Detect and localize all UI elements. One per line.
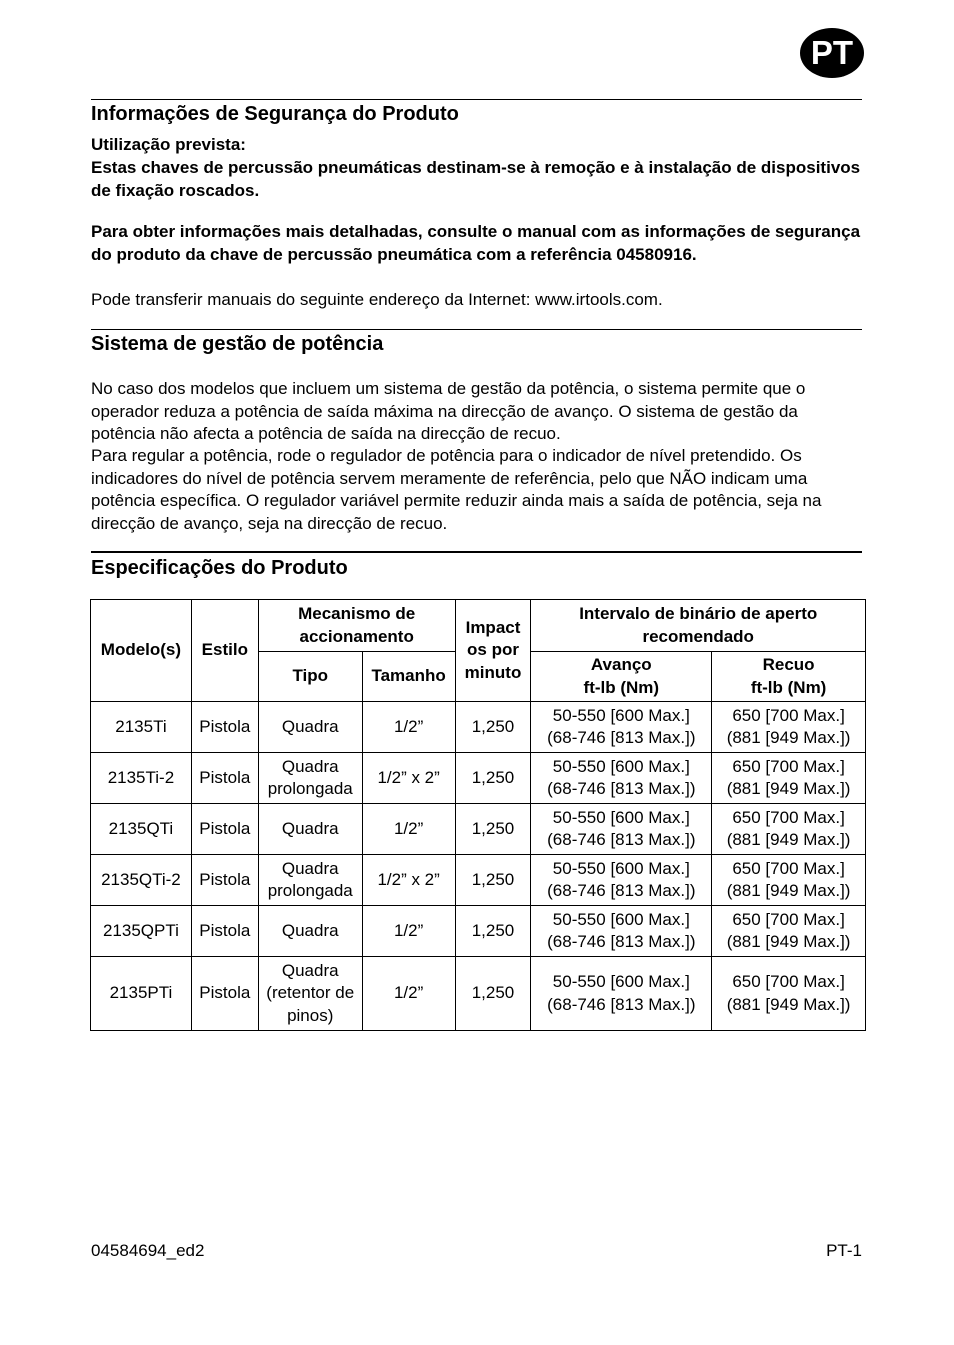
section-divider xyxy=(91,329,862,330)
impacts-cell: 1,250 xyxy=(455,804,531,855)
table-row xyxy=(91,957,866,1031)
specs-section-title: Especificações do Produto xyxy=(91,557,348,579)
forward-torque-cell-line2: (68-746 [813 Max.]) xyxy=(547,830,696,849)
header-drive-size: Tamanho xyxy=(362,652,455,702)
drive-type-cell: Quadra prolongada xyxy=(258,855,362,906)
drive-size-cell: 1/2” x 2” xyxy=(362,753,455,804)
header-reverse xyxy=(712,652,866,702)
impacts-cell: 1,250 xyxy=(455,753,531,804)
style-cell: Pistola xyxy=(191,804,258,855)
reverse-torque-cell xyxy=(712,804,866,855)
reverse-torque-cell-line2: (881 [949 Max.]) xyxy=(726,881,851,900)
drive-type-cell: Quadra prolongada xyxy=(258,753,362,804)
impacts-cell: 1,250 xyxy=(455,702,531,753)
forward-torque-cell xyxy=(531,753,712,804)
reverse-torque-cell-line2: (881 [949 Max.]) xyxy=(726,830,851,849)
model-cell: 2135QPTi xyxy=(91,906,192,957)
forward-torque-cell-line2: (68-746 [813 Max.]) xyxy=(547,932,696,951)
forward-torque-cell-line2: (68-746 [813 Max.]) xyxy=(547,728,696,747)
header-impacts: Impact os por minuto xyxy=(455,600,531,702)
forward-torque-cell-line1: 50-550 [600 Max.] xyxy=(552,909,690,929)
forward-torque-cell-line1: 50-550 [600 Max.] xyxy=(552,807,690,827)
reverse-torque-cell-line1: 650 [700 Max.] xyxy=(732,807,845,827)
reverse-torque-cell xyxy=(712,906,866,957)
forward-torque-cell-line2: (68-746 [813 Max.]) xyxy=(547,779,696,798)
style-cell: Pistola xyxy=(191,753,258,804)
forward-torque-cell xyxy=(531,906,712,957)
style-cell: Pistola xyxy=(191,957,258,1031)
download-text: Pode transferir manuais do seguinte endereço da Internet: www.irtools.com. xyxy=(91,290,663,309)
forward-torque-cell xyxy=(531,804,712,855)
style-cell: Pistola xyxy=(191,906,258,957)
header-forward-label: Avanço xyxy=(590,655,652,674)
forward-torque-cell-line2: (68-746 [813 Max.]) xyxy=(547,994,696,1014)
drive-size-cell: 1/2” xyxy=(362,702,455,753)
header-forward-unit: ft-lb (Nm) xyxy=(583,677,660,697)
header-drive: Mecanismo de accionamento xyxy=(258,600,455,652)
language-badge: PT xyxy=(800,28,864,78)
drive-type-cell: Quadra xyxy=(258,804,362,855)
reverse-torque-cell-line1: 650 [700 Max.] xyxy=(732,756,845,776)
forward-torque-cell-line2: (68-746 [813 Max.]) xyxy=(547,881,696,900)
reverse-torque-cell-line1: 650 [700 Max.] xyxy=(732,705,845,725)
style-cell: Pistola xyxy=(191,855,258,906)
reverse-torque-cell xyxy=(712,702,866,753)
header-reverse-unit: ft-lb (Nm) xyxy=(750,677,827,697)
forward-torque-cell-line1: 50-550 [600 Max.] xyxy=(552,858,690,878)
forward-torque-cell xyxy=(531,702,712,753)
reverse-torque-cell xyxy=(712,957,866,1031)
model-cell: 2135PTi xyxy=(91,957,192,1031)
reverse-torque-cell-line1: 650 [700 Max.] xyxy=(732,858,845,878)
model-cell: 2135QTi-2 xyxy=(91,855,192,906)
drive-size-cell: 1/2” xyxy=(362,906,455,957)
drive-size-cell: 1/2” xyxy=(362,957,455,1031)
drive-type-cell: Quadra (retentor de pinos) xyxy=(258,957,362,1031)
drive-type-cell: Quadra xyxy=(258,906,362,957)
reverse-torque-cell-line2: (881 [949 Max.]) xyxy=(726,779,851,798)
impacts-cell: 1,250 xyxy=(455,855,531,906)
impacts-cell: 1,250 xyxy=(455,957,531,1031)
header-forward xyxy=(531,652,712,702)
reverse-torque-cell-line2: (881 [949 Max.]) xyxy=(726,932,851,951)
safety-section-title: Informações de Segurança do Produto xyxy=(91,103,459,125)
reverse-torque-cell-line1: 650 [700 Max.] xyxy=(732,972,845,991)
table-row xyxy=(91,702,866,753)
model-cell: 2135Ti xyxy=(91,702,192,753)
table-row xyxy=(91,906,866,957)
specifications-table xyxy=(90,599,866,1031)
reverse-torque-cell xyxy=(712,855,866,906)
drive-size-cell: 1/2” x 2” xyxy=(362,855,455,906)
table-row xyxy=(91,855,866,906)
power-section-title: Sistema de gestão de potência xyxy=(91,333,384,355)
intended-use-label: Utilização prevista: xyxy=(91,135,246,154)
header-drive-type: Tipo xyxy=(258,652,362,702)
power-section-body-2: Para regular a potência, rode o regulador de potência para o indicador de nível pretendido. Os indicadores do nível de potência servem meramente de referência, pelo que NÃO indicam uma potência específica. O regulador variável permite reduzir ainda mais a saída de potência, seja na direcção de avanço, seja na direcção de recuo. xyxy=(91,446,822,533)
intended-use-text: Estas chaves de percussão pneumáticas destinam-se à remoção e à instalação de dispositivos de fixação roscados. xyxy=(91,158,861,200)
reverse-torque-cell-line1: 650 [700 Max.] xyxy=(732,909,845,929)
document-number: 04584694_ed2 xyxy=(91,1241,205,1260)
header-models: Modelo(s) xyxy=(91,600,192,702)
impacts-cell: 1,250 xyxy=(455,906,531,957)
header-reverse-label: Recuo xyxy=(762,655,815,674)
reverse-torque-cell-line2: (881 [949 Max.]) xyxy=(726,728,851,747)
forward-torque-cell xyxy=(531,957,712,1031)
more-info-text: Para obter informações mais detalhadas, consulte o manual com as informações de segurança do produto da chave de percussão pneumática com a referência 04580916. xyxy=(91,222,861,264)
page-number: PT-1 xyxy=(826,1241,862,1260)
style-cell: Pistola xyxy=(191,702,258,753)
table-row xyxy=(91,753,866,804)
forward-torque-cell xyxy=(531,855,712,906)
power-section-body: No caso dos modelos que incluem um sistema de gestão da potência, o sistema permite que o operador reduza a potência de saída máxima na direcção de avanço. O sistema de gestão da potência não afecta a potência de saída na direcção de recuo. xyxy=(91,379,806,443)
section-divider xyxy=(91,99,862,100)
header-torque: Intervalo de binário de aperto recomendado xyxy=(531,600,866,652)
drive-type-cell: Quadra xyxy=(258,702,362,753)
forward-torque-cell-line1: 50-550 [600 Max.] xyxy=(552,972,690,991)
forward-torque-cell-line1: 50-550 [600 Max.] xyxy=(552,756,690,776)
reverse-torque-cell-line2: (881 [949 Max.]) xyxy=(726,994,851,1014)
forward-torque-cell-line1: 50-550 [600 Max.] xyxy=(552,705,690,725)
reverse-torque-cell xyxy=(712,753,866,804)
table-row xyxy=(91,804,866,855)
drive-size-cell: 1/2” xyxy=(362,804,455,855)
model-cell: 2135QTi xyxy=(91,804,192,855)
model-cell: 2135Ti-2 xyxy=(91,753,192,804)
section-divider xyxy=(91,551,862,553)
header-style: Estilo xyxy=(191,600,258,702)
